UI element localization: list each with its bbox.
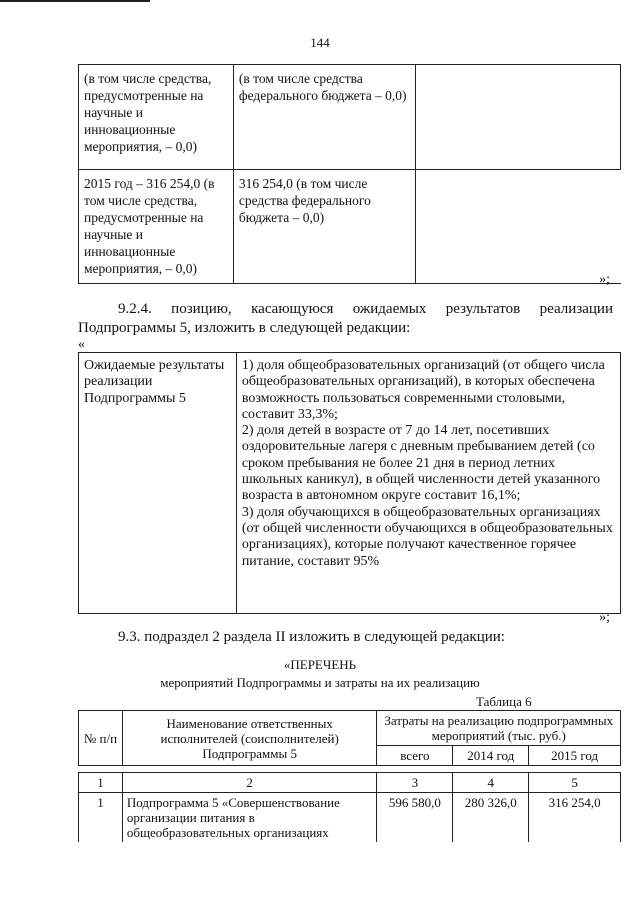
table-cell: (в том числе средства федерального бюджета – 0,0) bbox=[233, 65, 415, 170]
table-label: Таблица 6 bbox=[476, 694, 532, 709]
column-number-row bbox=[79, 773, 621, 793]
results-label: Ожидаемые результаты реализации Подпрограммы 5 bbox=[79, 353, 237, 614]
result-item: 1) доля общеобразовательных организаций (от общего числа общеобразовательных организаций), в которых обеспечена возможность пользоваться современными столовыми, составит 33,3%; bbox=[241, 358, 605, 422]
column-number: 2 bbox=[122, 773, 377, 793]
table-cell: 316 254,0 (в том числе средства федерального бюджета – 0,0) bbox=[233, 170, 415, 284]
table-cell bbox=[415, 170, 620, 284]
page-number: 144 bbox=[310, 35, 330, 50]
paragraph-9-3: 9.3. подраздел 2 раздела II изложить в следующей редакции: bbox=[118, 629, 505, 645]
column-number: 5 bbox=[529, 773, 621, 793]
header-costs: Затраты на реализацию подпрограммных мероприятий (тыс. руб.) bbox=[377, 711, 621, 746]
funding-table-continuation bbox=[78, 64, 621, 284]
result-item: 2) доля детей в возрасте от 7 до 14 лет, посетивших оздоровительные лагеря с дневным пребыванием детей (со сроком пребывания не более 21 дня в период летних школьных каникул), в общей численности детей указанного возраста в автономном округе составит 16,1%; bbox=[241, 423, 601, 504]
row-number: 1 bbox=[79, 793, 123, 843]
opening-quote: « bbox=[78, 337, 85, 352]
table-row bbox=[79, 65, 621, 170]
results-list bbox=[236, 353, 620, 614]
table-cell: 2015 год – 316 254,0 (в том числе средства, предусмотренные на научные и инновационные мероприятия, – 0,0) bbox=[79, 170, 234, 284]
table-row bbox=[79, 793, 621, 843]
table-header-row bbox=[79, 711, 621, 746]
header-executor: Наименование ответственных исполнителей (соисполнителей) Подпрограммы 5 bbox=[122, 711, 377, 766]
header-2015: 2015 год bbox=[529, 746, 621, 766]
table-cell: (в том числе средства, предусмотренные на научные и инновационные мероприятия, – 0,0) bbox=[79, 65, 234, 170]
row-total: 596 580,0 bbox=[377, 793, 453, 843]
column-number: 4 bbox=[453, 773, 529, 793]
header-number: № п/п bbox=[79, 711, 123, 766]
table-cell bbox=[415, 65, 620, 170]
row-2014: 280 326,0 bbox=[453, 793, 529, 843]
top-corner-mark bbox=[0, 0, 150, 2]
table-row bbox=[79, 353, 621, 614]
row-name: Подпрограмма 5 «Совершенствование организации питания в общеобразовательных организациях bbox=[122, 793, 377, 843]
column-number: 1 bbox=[79, 773, 123, 793]
row-2015: 316 254,0 bbox=[529, 793, 621, 843]
closing-quote: »; bbox=[599, 272, 610, 287]
header-total: всего bbox=[377, 746, 453, 766]
paragraph-9-2-4-continued: Подпрограммы 5, изложить в следующей редакции: bbox=[78, 320, 411, 336]
closing-quote: »; bbox=[599, 610, 610, 625]
costs-table bbox=[78, 710, 621, 842]
column-number: 3 bbox=[377, 773, 453, 793]
list-subtitle: мероприятий Подпрограммы и затраты на их реализацию bbox=[160, 675, 480, 690]
paragraph-9-2-4: 9.2.4. позицию, касающуюся ожидаемых результатов реализации bbox=[118, 301, 613, 317]
list-title: «ПЕРЕЧЕНЬ bbox=[283, 657, 357, 672]
expected-results-table bbox=[78, 352, 621, 614]
header-2014: 2014 год bbox=[453, 746, 529, 766]
result-item: 3) доля обучающихся в общеобразовательных организациях (от общей численности обучающихся в общеобразовательных организациях), которые получают качественное горячее питание, составит 95% bbox=[241, 504, 613, 569]
table-row bbox=[79, 170, 621, 284]
table-gap-row bbox=[79, 766, 621, 773]
